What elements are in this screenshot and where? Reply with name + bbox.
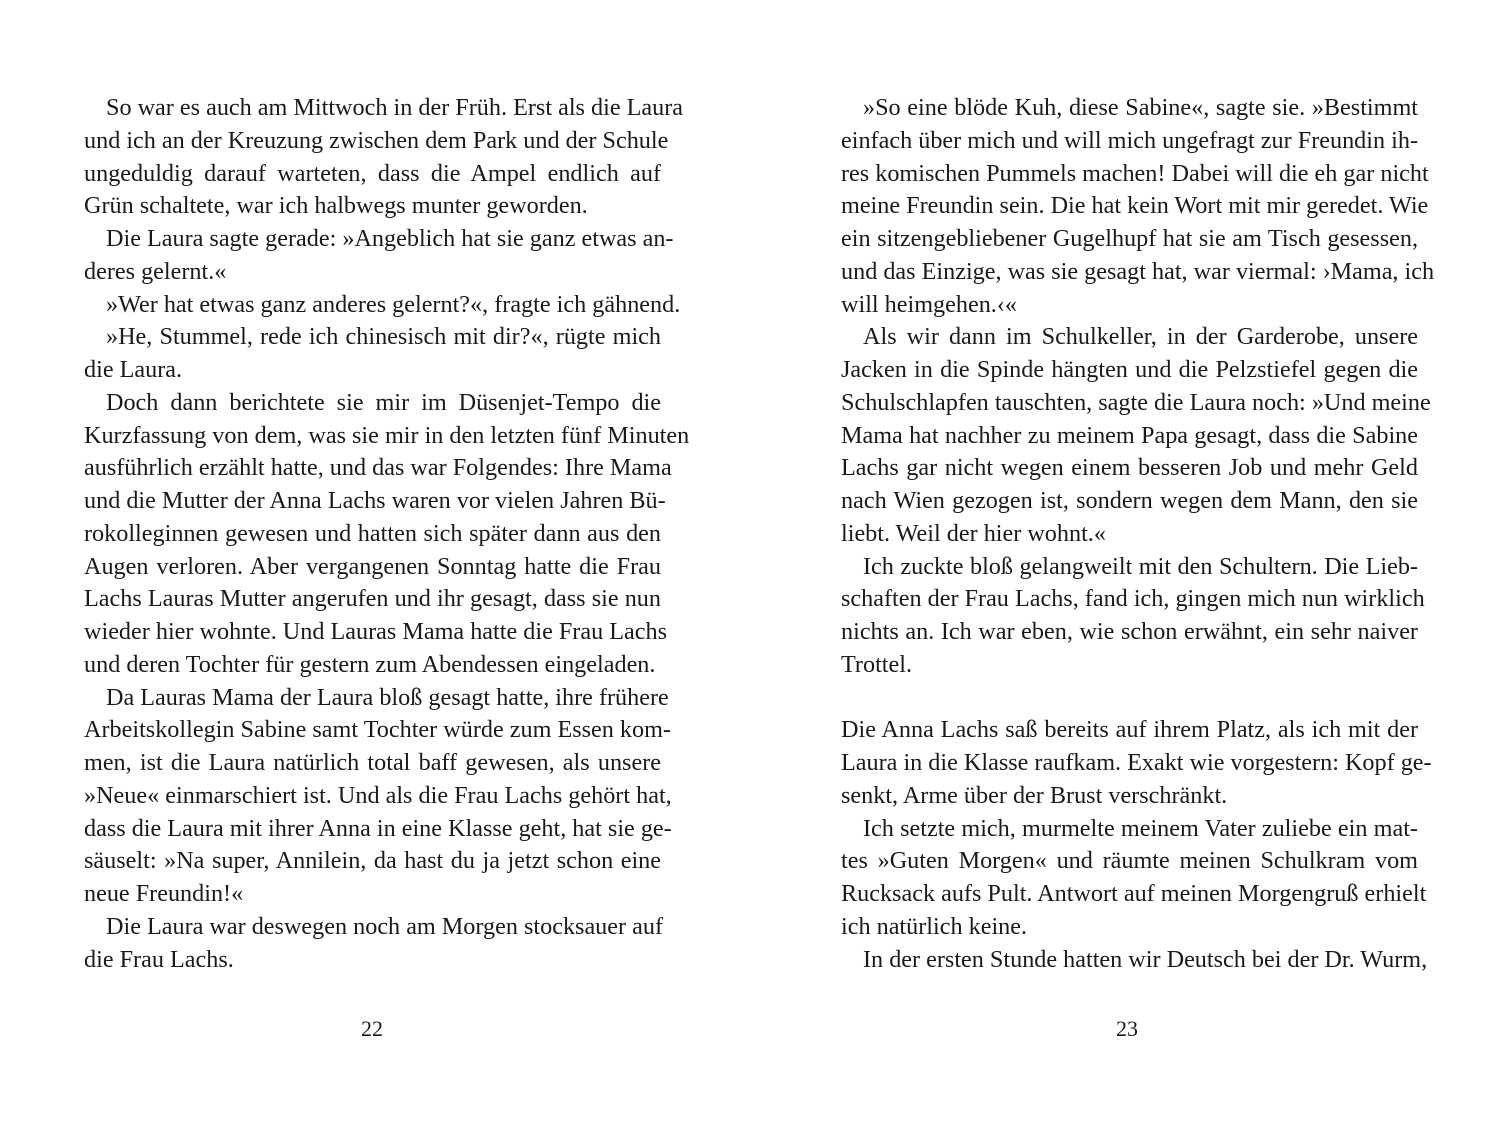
text-line: und das Einzige, was sie gesagt hat, war viermal: ›Mama, ich — [841, 257, 1435, 285]
text-line: Ich setzte mich, murmelte meinem Vater zuliebe ein mat- — [863, 814, 1418, 842]
text-line: Die Anna Lachs saß bereits auf ihrem Platz, als ich mit der — [841, 716, 1418, 744]
text-line: senkt, Arme über der Brust verschränkt. — [841, 781, 1228, 809]
text-line: Laura in die Klasse raufkam. Exakt wie vorgestern: Kopf ge- — [841, 749, 1432, 776]
text-line: Jacken in die Spinde hängten und die Pelzstiefel gegen die — [841, 356, 1418, 383]
text-line: Ich zuckte bloß gelangweilt mit den Schultern. Die Lieb- — [863, 552, 1418, 580]
text-line: »He, Stummel, rede ich chinesisch mit dir?«, rügte mich — [106, 323, 661, 351]
text-line: Die Laura sagte gerade: »Angeblich hat sie ganz etwas an- — [106, 225, 674, 252]
section-break — [841, 682, 1418, 715]
text-line: Die Laura war deswegen noch am Morgen stocksauer auf — [106, 912, 663, 940]
text-line: säuselt: »Na super, Annilein, da hast du ja jetzt schon eine — [84, 847, 661, 875]
text-line: und deren Tochter für gestern zum Abendessen eingeladen. — [84, 650, 656, 678]
right-page-text — [841, 92, 1435, 976]
text-line: die Laura. — [84, 356, 183, 383]
text-line: men, ist die Laura natürlich total baff gewesen, als unsere — [84, 749, 661, 776]
text-line: Doch dann berichtete sie mir im Düsenjet-Tempo die — [106, 388, 661, 416]
text-line: ich natürlich keine. — [841, 912, 1028, 940]
text-line: liebt. Weil der hier wohnt.« — [841, 519, 1106, 547]
text-line: Augen verloren. Aber vergangenen Sonntag hatte die Frau — [84, 552, 661, 580]
page-number-right: 23 — [1116, 1016, 1138, 1041]
text-line: Schulschlapfen tauschten, sagte die Laura noch: »Und meine — [841, 388, 1431, 416]
text-line: ein sitzengebliebener Gugelhupf hat sie am Tisch gesessen, — [841, 225, 1418, 252]
text-line: wieder hier wohnte. Und Lauras Mama hatte die Frau Lachs — [84, 618, 667, 645]
text-line: dass die Laura mit ihrer Anna in eine Klasse geht, hat sie ge- — [84, 814, 672, 842]
text-line: und ich an der Kreuzung zwischen dem Park und der Schule — [84, 126, 669, 154]
text-line: neue Freundin!« — [84, 880, 244, 907]
text-line: ausführlich erzählt hatte, und das war Folgendes: Ihre Mama — [84, 454, 672, 482]
text-line: res komischen Pummels machen! Dabei will die eh gar nicht — [841, 159, 1429, 187]
text-line: rokolleginnen gewesen und hatten sich später dann aus den — [84, 519, 661, 547]
text-line: »Neue« einmarschiert ist. Und als die Frau Lachs gehört hat, — [84, 781, 672, 809]
text-line: deres gelernt.« — [84, 257, 227, 285]
right-page — [750, 0, 1500, 1140]
text-line: nichts an. Ich war eben, wie schon erwähnt, ein sehr naiver — [841, 618, 1418, 645]
text-line: ungeduldig darauf warteten, dass die Ampel endlich auf — [84, 159, 661, 187]
text-line: Da Lauras Mama der Laura bloß gesagt hatte, ihre frühere — [106, 683, 669, 711]
text-line: Grün schaltete, war ich halbwegs munter geworden. — [84, 192, 588, 220]
text-line: und die Mutter der Anna Lachs waren vor vielen Jahren Bü- — [84, 487, 666, 514]
text-line: will heimgehen.‹« — [841, 290, 1017, 318]
text-line: die Frau Lachs. — [84, 945, 234, 973]
left-page-text — [84, 92, 690, 976]
text-line: »Wer hat etwas ganz anderes gelernt?«, fragte ich gähnend. — [106, 290, 681, 318]
text-line: So war es auch am Mittwoch in der Früh. Erst als die Laura — [106, 94, 683, 121]
text-line: einfach über mich und will mich ungefragt zur Freundin ih- — [841, 126, 1418, 154]
text-line: meine Freundin sein. Die hat kein Wort mit mir geredet. Wie — [841, 192, 1429, 220]
text-line: Lachs Lauras Mutter angerufen und ihr gesagt, dass sie nun — [84, 585, 661, 613]
text-line: Mama hat nachher zu meinem Papa gesagt, dass die Sabine — [841, 421, 1418, 449]
text-line: tes »Guten Morgen« und räumte meinen Schulkram vom — [841, 847, 1418, 875]
text-line: Kurzfassung von dem, was sie mir in den letzten fünf Minuten — [84, 421, 690, 449]
text-line: Arbeitskollegin Sabine samt Tochter würde zum Essen kom- — [84, 716, 671, 744]
text-line: Rucksack aufs Pult. Antwort auf meinen Morgengruß erhielt — [841, 880, 1427, 907]
text-line: schaften der Frau Lachs, fand ich, gingen mich nun wirklich — [841, 585, 1425, 613]
page-number-left: 22 — [361, 1016, 383, 1041]
text-line: In der ersten Stunde hatten wir Deutsch bei der Dr. Wurm, — [863, 945, 1428, 973]
text-line: Trottel. — [841, 650, 913, 678]
text-line: nach Wien gezogen ist, sondern wegen dem Mann, den sie — [841, 487, 1418, 514]
text-line: Lachs gar nicht wegen einem besseren Job und mehr Geld — [841, 454, 1418, 482]
text-line: Als wir dann im Schulkeller, in der Garderobe, unsere — [863, 323, 1418, 351]
text-line: »So eine blöde Kuh, diese Sabine«, sagte sie. »Bestimmt — [863, 94, 1418, 121]
